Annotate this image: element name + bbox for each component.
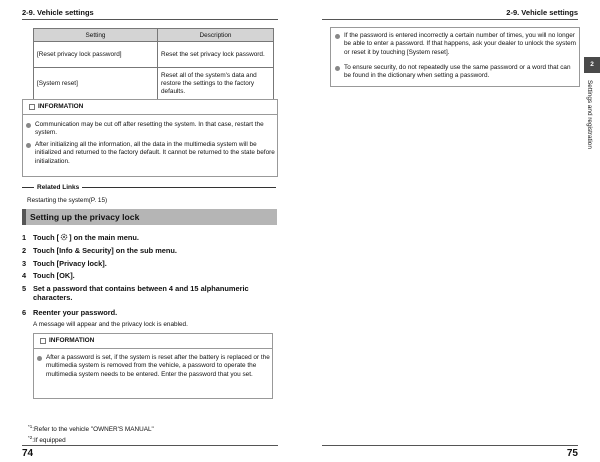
right-page: [300, 0, 600, 462]
step-4: 4 Touch [OK].: [22, 271, 75, 280]
footer-rule: [22, 445, 278, 446]
notice-box: [330, 27, 580, 87]
info-icon: [29, 104, 35, 110]
information-box-2: [33, 333, 273, 399]
section-title-bar: [22, 209, 277, 225]
header-rule: [22, 19, 278, 20]
info-icon: [40, 338, 46, 344]
table-header-row: [34, 29, 274, 42]
step-5: 5 Set a password that contains between 4 and 15 alphanumeric characters.: [22, 284, 249, 302]
gear-icon: [60, 233, 68, 241]
info-bullet: Communication may be cut off after resetting the system. In that case, restart the system.: [26, 121, 275, 138]
settings-table: [33, 28, 274, 100]
section-header: 2-9. Vehicle settings: [506, 8, 578, 17]
footnote: $^{*1}$:Refer to the vehicle "OWNER'S MANUAL": [28, 424, 154, 434]
footer-rule: [322, 445, 578, 446]
notice-bullet: If the password is entered incorrectly a certain number of times, you will no longer be able to enter a password. If that happens, ask your dealer to unlock the system or reset it by touching [System reset].: [335, 32, 578, 57]
information-heading: INFORMATION: [40, 337, 94, 344]
table-header-setting: Setting: [34, 29, 158, 42]
footnote: $^{*2}$:If equipped: [28, 435, 66, 445]
table-cell-description: Reset all of the system's data and restore the settings to the factory defaults.: [158, 68, 274, 100]
table-cell-setting: [Reset privacy lock password]: [34, 42, 158, 68]
table-row: [34, 68, 274, 100]
info-divider: [34, 348, 272, 349]
related-links-heading: Related Links: [22, 184, 276, 191]
info-divider: [23, 114, 277, 115]
information-heading: INFORMATION: [29, 103, 83, 110]
bullet-icon: [37, 356, 42, 361]
page-number: 74: [22, 448, 34, 459]
info-bullet: After initializing all the information, all the data in the multimedia system will be initialized and returned to the factory default. It cannot be returned to the state before initialization.: [26, 141, 275, 166]
bullet-icon: [335, 34, 340, 39]
step-3: 3 Touch [Privacy lock].: [22, 259, 107, 268]
section-title: Setting up the privacy lock: [30, 212, 140, 222]
chapter-label: Settings and registration: [586, 80, 593, 149]
header-rule: [322, 19, 578, 20]
table-row: [34, 42, 274, 68]
step-6-note: A message will appear and the privacy lock is enabled.: [33, 321, 188, 328]
related-link[interactable]: Restarting the system(P. 15): [27, 197, 108, 204]
section-header: 2-9. Vehicle settings: [22, 8, 94, 17]
table-cell-setting: [System reset]: [34, 68, 158, 100]
information-box: [22, 99, 278, 177]
table-header-description: Description: [158, 29, 274, 42]
step-2: 2 Touch [Info & Security] on the sub menu.: [22, 246, 177, 255]
notice-bullet: To ensure security, do not repeatedly use the same password or a word that can be found in the dictionary when setting a password.: [335, 64, 578, 81]
bullet-icon: [26, 143, 31, 148]
step-1: 1 Touch [ ] on the main menu.: [22, 233, 139, 242]
info-bullet: After a password is set, if the system is reset after the battery is replaced or the multimedia system is removed from the vehicle, a password to operate the multimedia system needs to be entered. Enter the password that you set.: [37, 354, 272, 379]
table-cell-description: Reset the set privacy lock password.: [158, 42, 274, 68]
page-number: 75: [566, 448, 578, 459]
bullet-icon: [335, 66, 340, 71]
bullet-icon: [26, 123, 31, 128]
chapter-tab[interactable]: 2: [584, 57, 600, 73]
step-6: 6 Reenter your password.: [22, 308, 118, 317]
